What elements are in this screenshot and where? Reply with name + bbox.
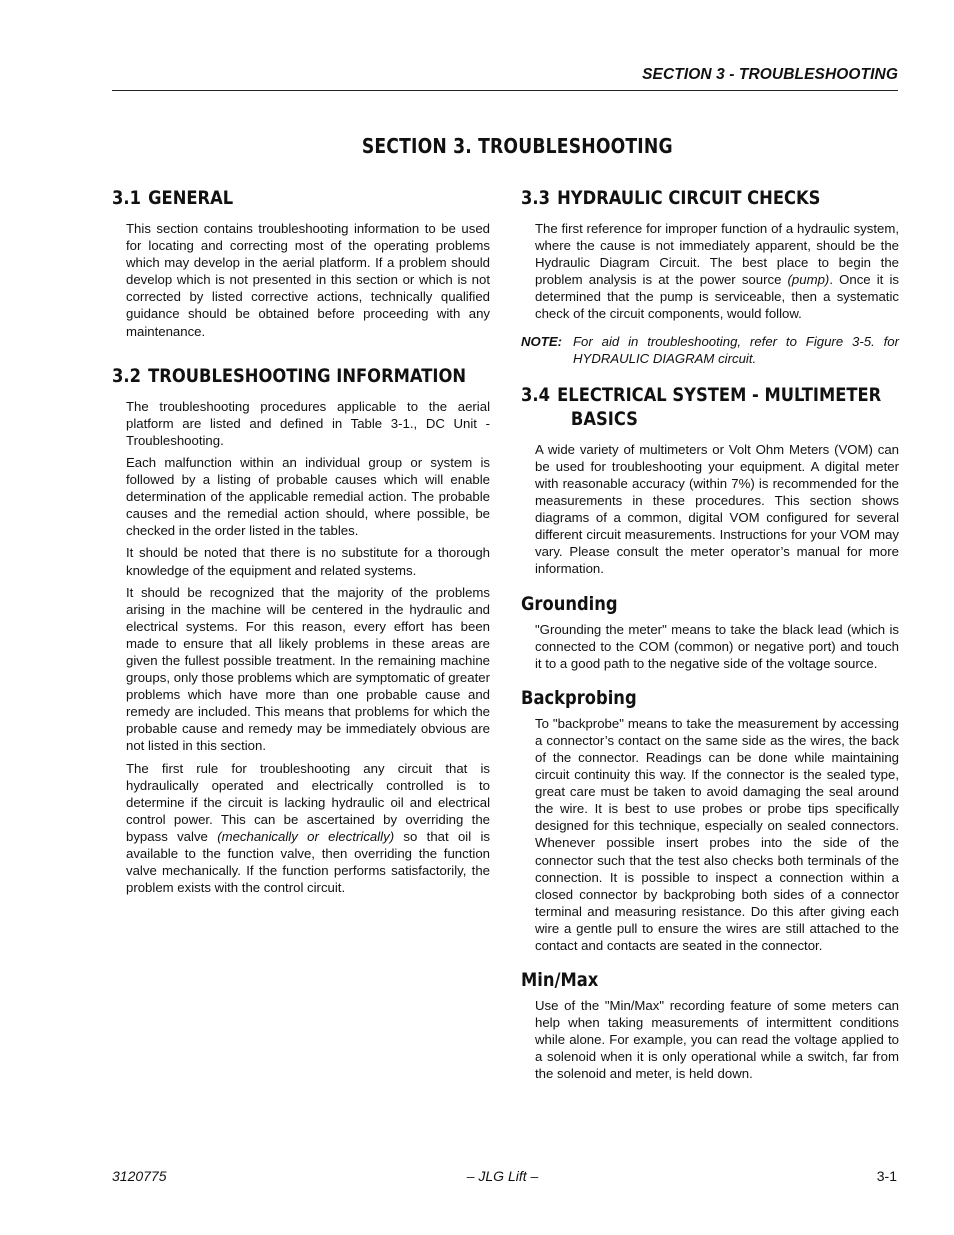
italic-run: (pump): [787, 272, 830, 288]
page-header: [112, 64, 898, 91]
note-text: For aid in troubleshooting, refer to Figure 3-5. for HYDRAULIC DIAGRAM circuit.: [573, 333, 899, 366]
text-run: . Once it is determined that the pump is serviceable, then a systematic check of the circuit components, would follow.: [535, 272, 899, 322]
italic-run: (mechanically or electrically): [217, 828, 395, 844]
text-run: The first rule for troubleshooting any circuit that is hydraulically operated and electrically controlled is to determine if the circuit is lacking hydraulic oil and electrical control power. This can be ascertained by overriding the bypass valve: [126, 760, 490, 844]
header-title: SECTION 3 - TROUBLESHOOTING: [642, 66, 898, 83]
hydraulic-paragraph: [521, 220, 899, 323]
backprobing-paragraph: To "backprobe" means to take the measurement by accessing a connector’s contact on the same side as the wires, the back of the connector. Readings can be done while maintaining circuit continuity this way. If the connector is the sealed type, great care must be taken to avoid damaging the seal around the wire. It is best to use probes or probe tips specifically designed for this technique, especially on sealed connectors. Whenever possible insert probes into the side of the connector such that the test also checks both terminals of the connection. It is possible to inspect a connection within a closed connector by backprobing both sides of a connector terminal and measuring resistance. Do this after giving each wire a gentle pull to ensure the wires are still attached to the contact and contacts are seated in the connector.: [535, 715, 899, 953]
section-3-1-heading: [112, 186, 437, 210]
text-run: so that oil is available to the function valve, then overriding the function valve mechanically. If the function performs satisfactorily, the problem exists with the control circuit.: [126, 828, 490, 896]
section-title-line1: ELECTRICAL SYSTEM - MULTIMETER: [557, 383, 882, 406]
info-paragraph-2: Each malfunction within an individual group or system is followed by a listing of probable causes which will enable determination of the applicable remedial action. The probable causes and the remedial action should, where possible, be checked in the order listed in the tables.: [126, 454, 490, 539]
footer-doc-number: 3120775: [112, 1168, 167, 1184]
info-paragraph-3: It should be noted that there is no substitute for a thorough knowledge of the equipment and related systems.: [126, 545, 490, 578]
section-title: TROUBLESHOOTING INFORMATION: [148, 364, 467, 387]
grounding-paragraph: "Grounding the meter" means to take the black lead (which is connected to the COM (common) or negative port) and touch it to a good path to the negative side of the voltage source.: [535, 621, 899, 671]
footer-publisher: – JLG Lift –: [466, 1168, 539, 1184]
grounding-heading: Grounding: [521, 592, 618, 615]
minmax-heading: Min/Max: [521, 969, 599, 992]
minmax-paragraph: Use of the "Min/Max" recording feature of some meters can help when taking measurements of intermittent conditions while alone. For example, you can read the voltage applied to a solenoid when it is only operational while a switch, far from the solenoid and meter, is held down.: [535, 998, 899, 1082]
info-paragraph-5: [112, 760, 490, 897]
left-column: [112, 186, 490, 896]
text-run: The first reference for improper function of a hydraulic system, where the cause is not immediately apparent, should be the Hydraulic Diagram Circuit. The best place to begin the problem analysis is at the power source: [535, 221, 899, 288]
backprobing-heading: Backprobing: [521, 686, 637, 709]
right-column: [521, 186, 899, 1083]
note-label: NOTE:: [521, 333, 563, 349]
document-title: SECTION 3. TROUBLESHOOTING: [361, 134, 673, 158]
section-title: HYDRAULIC CIRCUIT CHECKS: [557, 187, 821, 209]
multimeter-paragraph: A wide variety of multimeters or Volt Ohm Meters (VOM) can be used for troubleshooting your equipment. A digital meter with reasonable accuracy (within 7%) is recommended for the measurements in these procedures. This section shows diagrams of a common, digital VOM configured for several different circuit measurements. Instructions for your VOM may vary. Please consult the meter operator’s manual for more information.: [535, 441, 899, 577]
section-number: 3.1: [112, 187, 141, 209]
section-number: 3.4: [521, 383, 550, 406]
section-3-3-heading: [521, 186, 846, 210]
section-number: 3.3: [521, 187, 550, 209]
section-title: GENERAL: [148, 187, 234, 209]
note: [521, 333, 899, 367]
general-paragraph: This section contains troubleshooting information to be used for locating and correcting most of the operating problems which may develop in the aerial platform. If a problem should develop which is not presented in this section or which is not corrected by listed corrective actions, technically qualified guidance should be obtained before proceeding with any maintenance.: [126, 221, 490, 339]
section-number: 3.2: [112, 364, 141, 387]
section-3-4-heading: [521, 383, 899, 431]
info-paragraph-4: It should be recognized that the majority of the problems arising in the machine will be centered in the hydraulic and electrical systems. For this reason, every effort has been made to ensure that all likely problems in these areas are given the fullest possible treatment. In the remaining machine groups, only those problems which are symptomatic of greater problems which have more than one probable cause and remedy are included. This means that problems for which the probable cause and remedy may be immediately obvious are not listed in this section.: [126, 584, 490, 754]
section-title-line2: BASICS: [570, 407, 638, 430]
footer-page-number: 3-1: [876, 1168, 897, 1184]
section-3-2-heading: [112, 364, 467, 388]
info-paragraph-1: The troubleshooting procedures applicable to the aerial platform are listed and defined in Table 3-1., DC Unit - Troubleshooting.: [126, 398, 490, 448]
